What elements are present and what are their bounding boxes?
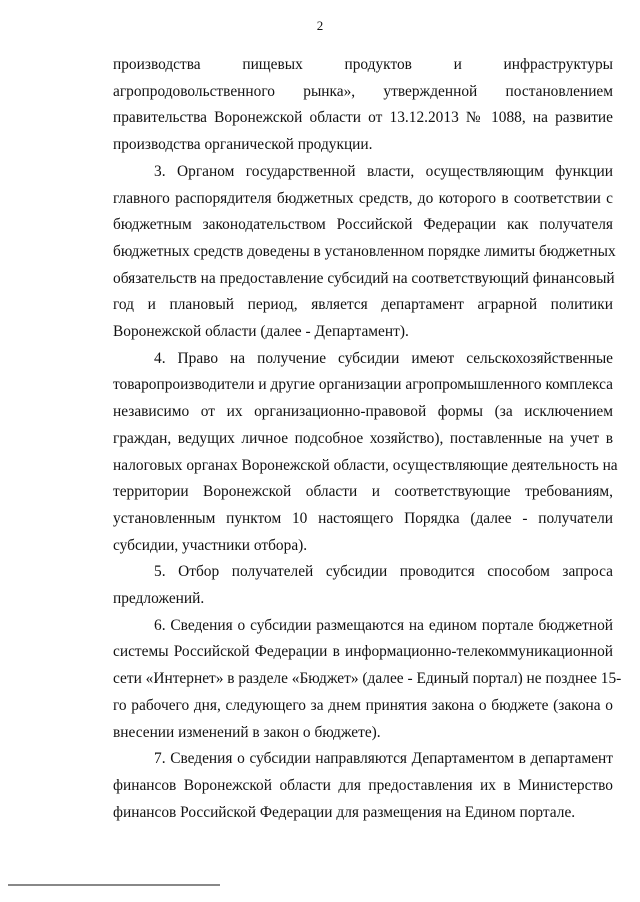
text-line: предложений.	[113, 590, 205, 608]
text-line: финансов Российской Федерации для размещения на Едином портале.	[113, 803, 576, 821]
text-line: 3. Органом государственной власти, осуществляющим функции	[154, 162, 613, 180]
text-line: правительства Воронежской области от 13.12.2013 № 1088, на развитие	[113, 109, 613, 127]
text-line: 7. Сведения о субсидии направляются Департаментом в департамент	[154, 750, 613, 768]
text-line: производства пищевых продуктов и инфраструктуры	[113, 56, 613, 73]
text-line: финансов Воронежской области для предоставления их в Министерство	[113, 776, 613, 794]
text-line: 5. Отбор получателей субсидии проводится способом запроса	[154, 563, 613, 581]
paragraph-item-4	[113, 346, 618, 560]
text-line: главного распорядителя бюджетных средств, до которого в соответствии с	[113, 189, 613, 207]
paragraph-item-7	[113, 746, 613, 826]
text-line: Воронежской области (далее - Департамент).	[113, 323, 409, 341]
text-line: агропродовольственного рынка», утвержденной постановлением	[113, 82, 613, 100]
text-line: налоговых органах Воронежской области, осуществляющие деятельность на	[113, 456, 618, 474]
text-line: обязательств на предоставление субсидий на соответствующий финансовый	[113, 269, 615, 287]
footer-divider	[8, 884, 220, 886]
paragraph-item-5	[113, 559, 613, 612]
text-line: производства органической продукции.	[113, 136, 373, 154]
text-line: год и плановый период, является департамент аграрной политики	[113, 296, 613, 314]
text-line: бюджетных средств доведены в установленном порядке лимиты бюджетных	[113, 242, 616, 260]
document-body	[113, 52, 622, 826]
page-number: 2	[316, 18, 324, 33]
text-line: граждан, ведущих личное подсобное хозяйство), поставленные на учет в	[113, 429, 613, 447]
text-line: товаропроизводители и другие организации агропромышленного комплекса	[113, 376, 613, 394]
text-line: независимо от их организационно-правовой формы (за исключением	[113, 403, 613, 421]
text-line: субсидии, участники отбора).	[113, 536, 308, 554]
paragraph-continuation	[113, 52, 613, 159]
text-line: го рабочего дня, следующего за днем принятия закона о бюджете (закона о	[113, 696, 613, 714]
text-line: сети «Интернет» в разделе «Бюджет» (далее - Единый портал) не позднее 15-	[113, 670, 622, 688]
text-line: 6. Сведения о субсидии размещаются на едином портале бюджетной	[154, 616, 613, 634]
text-line: бюджетным законодательством Российской Федерации как получателя	[113, 216, 613, 234]
text-line: внесении изменений в закон о бюджете).	[113, 723, 381, 741]
text-line: территории Воронежской области и соответствующие требованиям,	[113, 483, 613, 501]
text-line: системы Российской Федерации в информационно-телекоммуникационной	[113, 643, 613, 661]
text-line: установленным пунктом 10 настоящего Порядка (далее - получатели	[113, 509, 613, 527]
paragraph-item-3	[113, 159, 616, 346]
text-line: 4. Право на получение субсидии имеют сельскохозяйственные	[154, 349, 613, 367]
paragraph-item-6	[113, 613, 622, 747]
